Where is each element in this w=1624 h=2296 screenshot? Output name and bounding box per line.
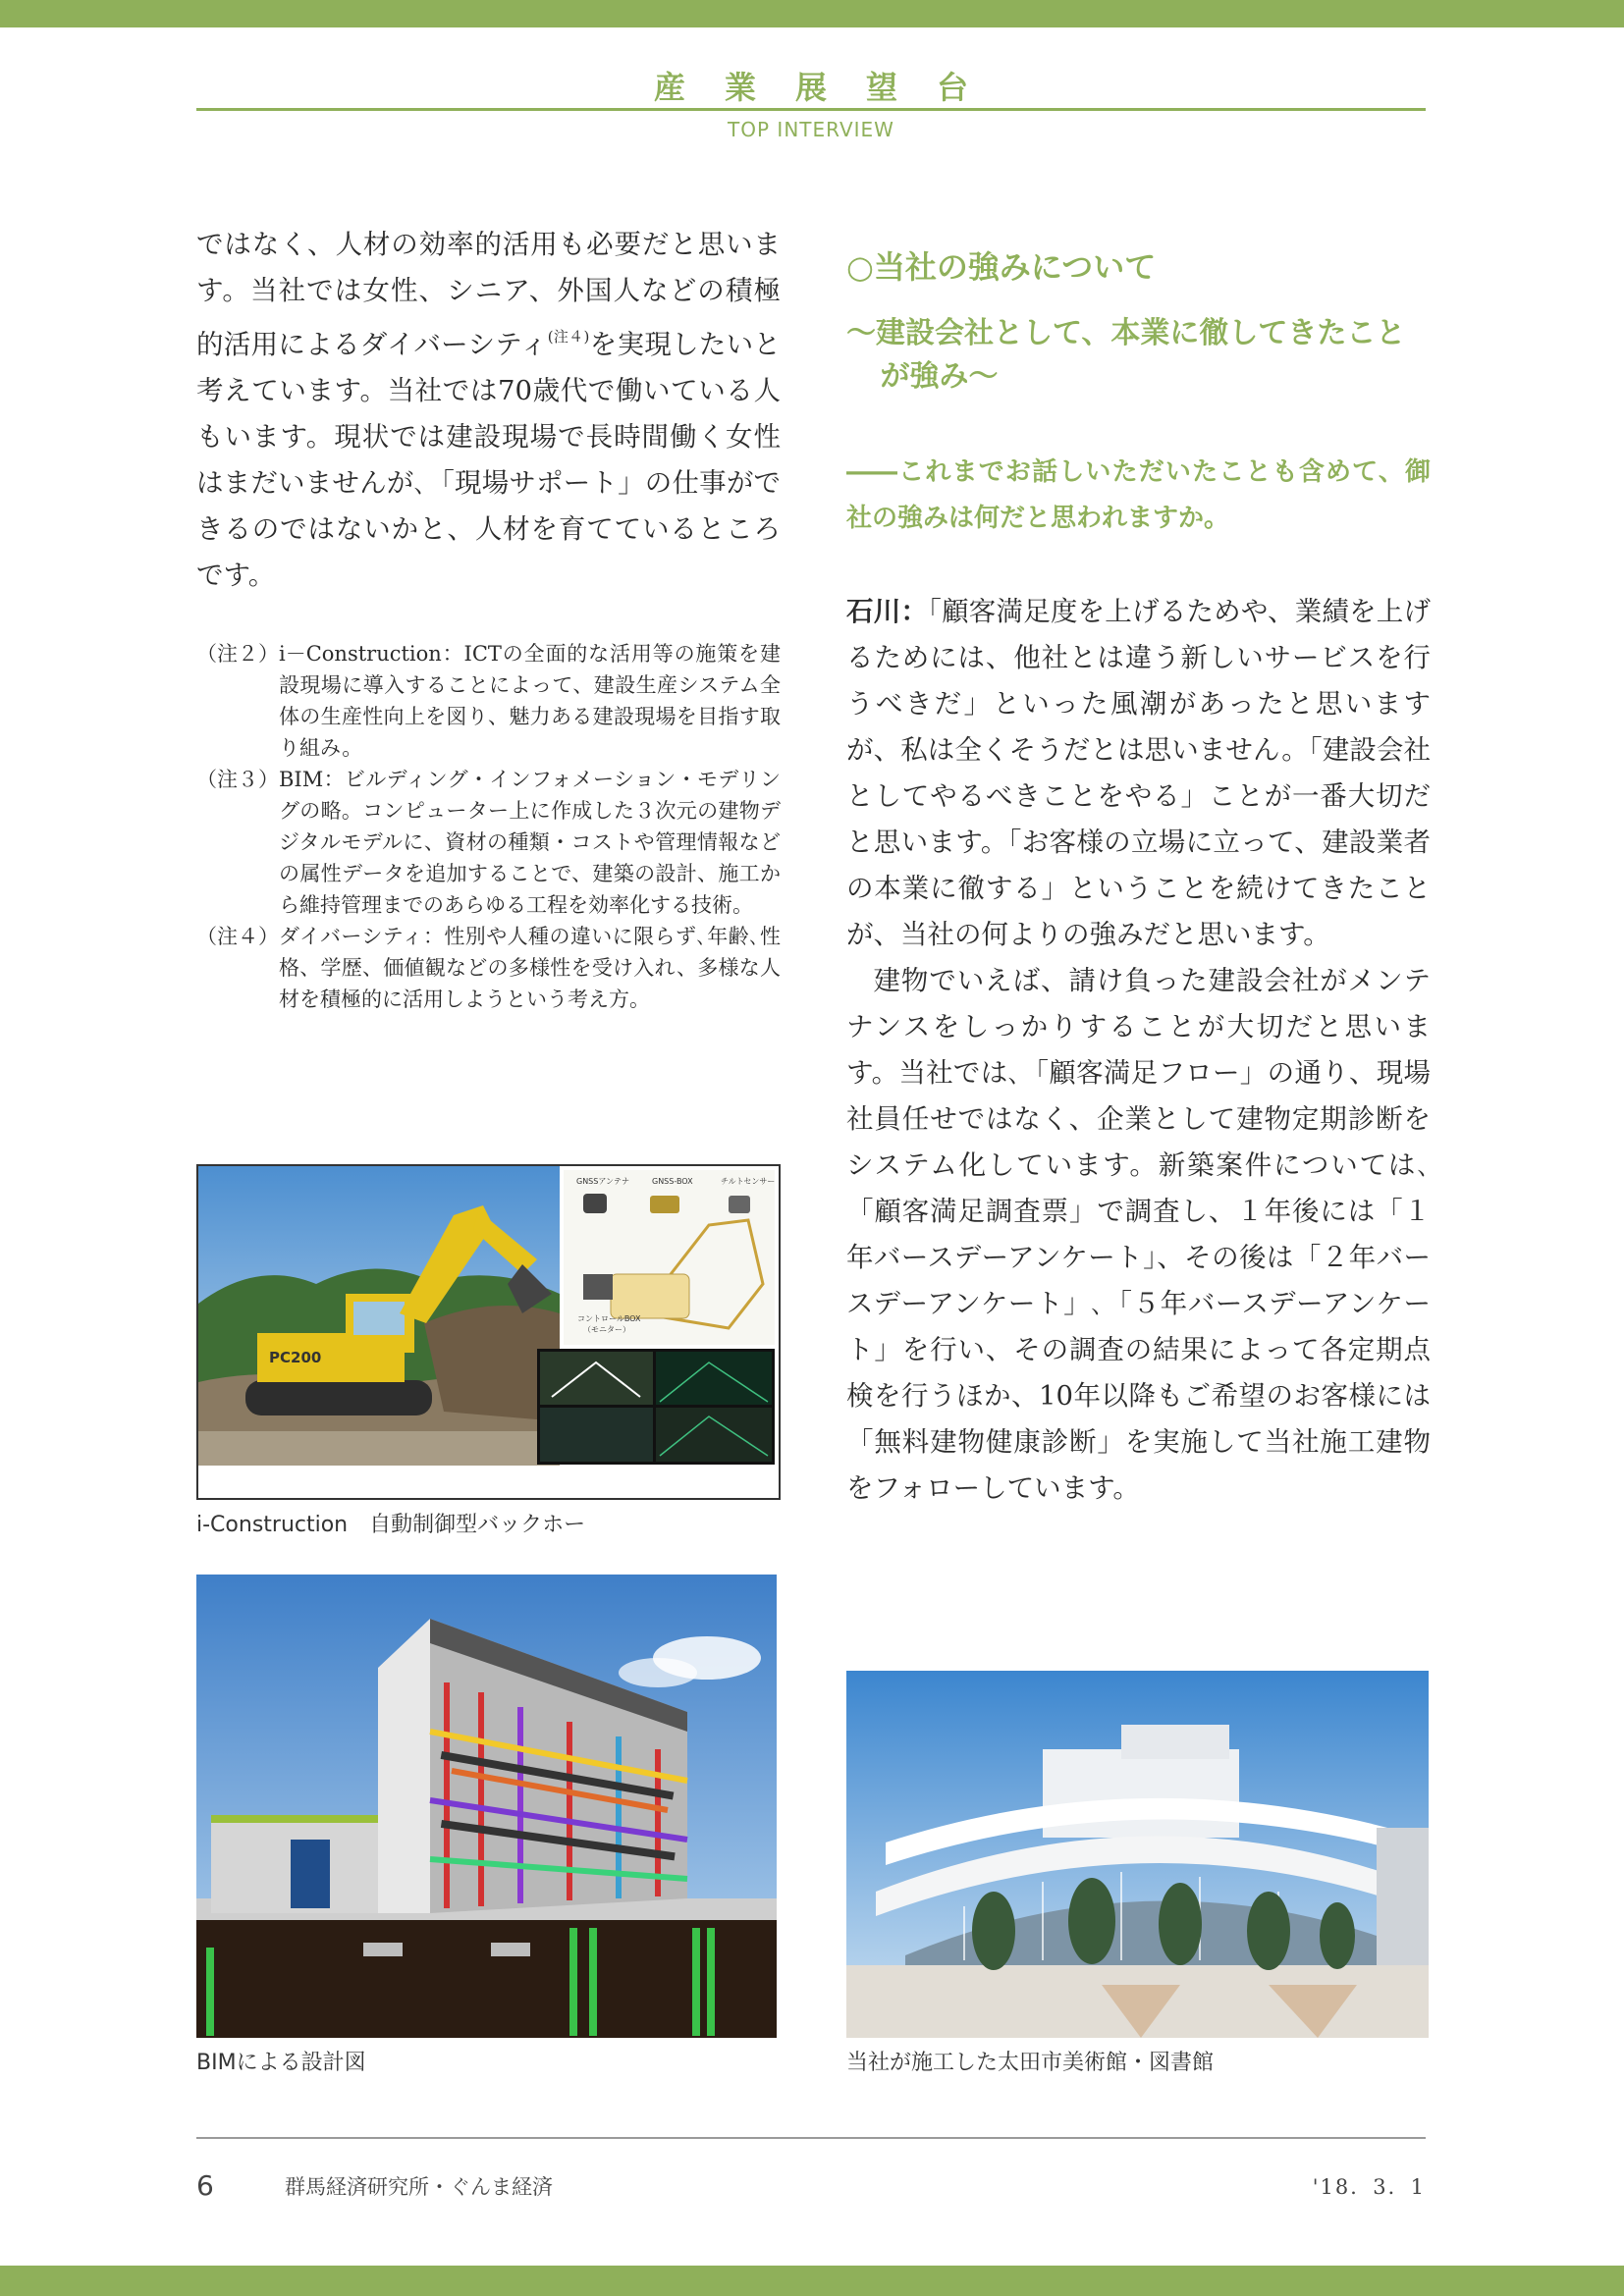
- section-subheading: ～建設会社として、本業に徹してきたことが強み～: [846, 316, 1406, 394]
- footer-rule: [196, 2137, 1426, 2139]
- intro-paragraph: [196, 222, 781, 599]
- diagram-label: GNSSアンテナ: [576, 1177, 630, 1186]
- museum-caption: 当社が施工した太田市美術館・図書館: [846, 2051, 1215, 2075]
- footnote-text: BIM：ビルディング・インフォメーション・モデリングの略。コンピューター上に作成した３次元の建物デジタルモデルに、資材の種類・コストや管理情報などの属性データを追加することで、建築の設計、施工から維持管理までのあらゆる工程を効率化する技術。: [279, 768, 781, 917]
- section-title: 産業展望台: [653, 69, 1007, 106]
- bim-figure: [196, 1575, 781, 2076]
- diagram-label: チルトセンサー: [721, 1177, 776, 1186]
- left-column: [196, 222, 781, 1015]
- note-reference: (注４): [547, 328, 590, 346]
- diagram-label: （モニター）: [583, 1325, 630, 1334]
- footnotes: [196, 638, 781, 1015]
- page-number: 6: [196, 2169, 214, 2202]
- footnote-text: i－Construction：ICTの全面的な活用等の施策を建設現場に導入することによって、建設生産システム全体の生産性向上を図り、魅力ある建設現場を目指す取り組み。: [279, 642, 781, 760]
- footnote-label: （注４）: [196, 925, 279, 948]
- museum-illustration: [846, 1671, 1429, 2038]
- museum-photo: [846, 1671, 1429, 2038]
- section-heading: ○当社の強みについて: [846, 248, 1157, 286]
- bim-caption: BIMによる設計図: [196, 2051, 366, 2075]
- museum-figure: [846, 1671, 1431, 2076]
- answer-continued: 建物でいえば、請け負った建設会社がメンテナンスをしっかりすることが大切だと思います。当社では､「顧客満足フロー」の通り、現場社員任せではなく、企業として建物定期診断をシステム化しています。新築案件については､「顧客満足調査票」で調査し、１年後には「１年バースデーアンケート」、その後は「２年バースデーアンケート」､「５年バースデーアンケート」を行い、その調査の結果によって各定期点検を行うほか、10年以降もご希望のお客様には「無料建物健康診断」を実施して当社施工建物をフォローしています。: [846, 965, 1431, 1504]
- bim-image: [196, 1575, 777, 2038]
- diagram-label: コントロールBOX: [577, 1314, 641, 1323]
- paragraph-text: を実現したいと考えています。当社では70歳代で働いている人もいます。現状では建設現場で長時間働く女性はまだいませんが､「現場サポート」の仕事ができるのではないかと、人材を育てているところです。: [196, 329, 781, 591]
- excavator-figure: [196, 1164, 781, 1538]
- bottom-color-band: [0, 2266, 1624, 2296]
- excavator-illustration: [198, 1166, 779, 1498]
- issue-date: '18．3．1: [1312, 2175, 1426, 2199]
- footnote-text: ダイバーシティ：性別や人種の違いに限らず､年齢､性格、学歴、価値観などの多様性を受け入れ、多様な人材を積極的に活用しようという考え方。: [279, 925, 781, 1011]
- footnote-label: （注３）: [196, 768, 279, 791]
- bim-illustration: [196, 1575, 777, 2038]
- right-column: [846, 245, 1431, 1512]
- speaker-name: 石川：: [846, 596, 929, 627]
- footnote: [196, 921, 781, 1015]
- answer-text: 「顧客満足度を上げるためや、業績を上げるためには、他社とは違う新しいサービスを行うべきだ」といった風潮があったと思いますが、私は全くそうだとは思いません。「建設会社としてやるべきことをやる」ことが一番大切だと思います。「お客様の立場に立って、建設業者の本業に徹する」ということを続けてきたことが、当社の何よりの強みだと思います。: [846, 596, 1432, 950]
- header-rule: [196, 108, 1426, 111]
- paragraph-text: ではなく、人材の効率的活用も必要だと思います。当社では女性、シニア、外国人などの積極的活用によるダイバーシティ: [196, 229, 781, 360]
- publisher-name: 群馬経済研究所・ぐんま経済: [285, 2175, 553, 2199]
- diagram-label: GNSS-BOX: [652, 1177, 693, 1186]
- footnote-label: （注２）: [196, 642, 279, 666]
- footnote: [196, 638, 781, 764]
- excavator-photo: [196, 1164, 781, 1500]
- footnote: [196, 764, 781, 921]
- section-subtitle: TOP INTERVIEW: [728, 118, 894, 141]
- top-color-band: [0, 0, 1624, 27]
- interview-answer: [846, 589, 1431, 958]
- excavator-model-label: PC200: [269, 1349, 322, 1366]
- excavator-caption: i-Construction 自動制御型バックホー: [196, 1513, 586, 1537]
- interview-question: ――これまでお話しいただいたことも含めて、御社の強みは何だと思われますか。: [846, 457, 1431, 533]
